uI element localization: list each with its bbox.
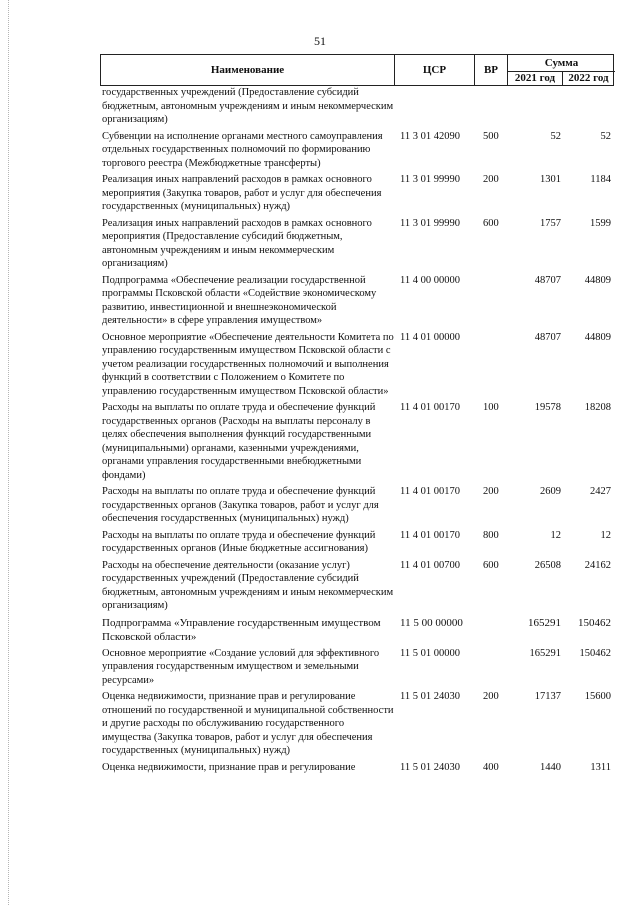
row-name: Реализация иных направлений расходов в рамках основного мероприятия (Предоставление субсидий бюджетным, автономным учреждениям и иным некоммерческим организациям) (102, 217, 372, 269)
row-sum-2022: 44809 (584, 331, 611, 343)
table-row (100, 616, 614, 644)
header-year-2022: 2022 год (568, 72, 609, 84)
row-sum-2022: 150462 (578, 616, 611, 629)
table-row (100, 173, 614, 214)
row-csr: 11 4 01 00170 (400, 486, 460, 497)
row-sum-2021: 1440 (540, 761, 561, 773)
row-name: Оценка недвижимости, признание прав и регулирование (102, 761, 356, 773)
row-sum-2022: 15600 (584, 691, 611, 702)
row-sum-2021: 52 (550, 130, 561, 142)
row-name: Оценка недвижимости, признание прав и регулирование отношений по государственной и муниципальной собственности и другие расходы по обслуживанию государственного имущества (Закупка товаров, работ и услуг для обеспечения государственных (муниципальных) нужд) (102, 691, 394, 756)
row-csr: 11 5 01 24030 (400, 761, 460, 773)
scan-edge (8, 0, 10, 905)
row-csr: 11 4 00 00000 (400, 274, 460, 286)
row-name: Подпрограмма «Управление государственным имуществом Псковской области» (102, 616, 381, 643)
header-vr: ВР (475, 55, 508, 85)
table-row (100, 647, 614, 688)
row-name: Реализация иных направлений расходов в рамках основного мероприятия (Закупка товаров, работ и услуг для обеспечения государственных (муниципальных) нужд) (102, 174, 382, 212)
header-year-2021: 2021 год (508, 71, 563, 85)
row-name: Основное мероприятие «Обеспечение деятельности Комитета по управлению государственным имуществом Псковской области с учетом реализации государственных полномочий и выполнения функций в соответствии с Положением о Комитете по управлению государственным имуществом Псковской области» (102, 331, 394, 397)
row-csr: 11 4 01 00170 (400, 402, 460, 413)
row-vr: 200 (483, 174, 499, 185)
row-name: Расходы на выплаты по оплате труда и обеспечение функций государственных органов (Расходы на выплаты персоналу в целях обеспечения выполнения функций государственными (муниципальными) органами, казенными учреждениями, органами управления государственными внебюджетными фондами) (102, 402, 376, 481)
table-row (100, 761, 614, 775)
row-sum-2021: 48707 (534, 331, 561, 343)
row-vr: 500 (483, 130, 499, 142)
table-row (100, 485, 614, 526)
row-sum-2021: 17137 (534, 691, 561, 702)
row-name: государственных учреждений (Предоставление субсидий бюджетным, автономным учреждениям и иным некоммерческим организациям) (102, 87, 394, 125)
row-name: Субвенции на исполнение органами местного самоуправления отдельных государственных полномочий по формированию торгового реестра (Межбюджетные трансферты) (102, 130, 383, 169)
row-sum-2021: 12 (550, 529, 561, 541)
row-vr: 400 (483, 761, 499, 773)
row-name: Расходы на выплаты по оплате труда и обеспечение функций государственных органов (Закупка товаров, работ и услуг для обеспечения государственных (муниципальных) нужд) (102, 486, 379, 524)
row-sum-2021: 1301 (540, 174, 561, 185)
row-csr: 11 5 00 00000 (400, 616, 463, 629)
header-sum: Сумма (508, 55, 615, 72)
table-body (100, 86, 614, 777)
table-header (100, 54, 614, 86)
row-csr: 11 4 01 00700 (400, 559, 460, 571)
table-row (100, 529, 614, 556)
row-sum-2021: 48707 (534, 274, 561, 286)
row-sum-2022: 1599 (590, 217, 611, 229)
table-row (100, 401, 614, 482)
row-name: Расходы на выплаты по оплате труда и обеспечение функций государственных органов (Иные бюджетные ассигнования) (102, 529, 376, 554)
row-sum-2021: 2609 (540, 486, 561, 497)
row-csr: 11 3 01 99990 (400, 217, 460, 229)
page-number: 51 (314, 34, 326, 48)
table-row (100, 130, 614, 171)
row-vr: 100 (483, 402, 499, 413)
row-name: Подпрограмма «Обеспечение реализации государственной программы Псковской области «Содействие экономическому развитию, инвестиционной и внешнеэкономической деятельности» в сфере управления имуществом» (102, 274, 377, 326)
row-sum-2022: 18208 (584, 402, 611, 413)
row-sum-2021: 1757 (540, 217, 561, 229)
row-vr: 600 (483, 559, 499, 571)
table-row (100, 559, 614, 613)
row-sum-2022: 1311 (590, 761, 611, 773)
row-vr: 600 (483, 217, 499, 229)
header-sum-group (508, 55, 615, 85)
table-row (100, 331, 614, 399)
row-sum-2022: 12 (600, 529, 611, 541)
row-sum-2021: 165291 (528, 616, 561, 629)
row-vr: 200 (483, 486, 499, 497)
row-vr: 200 (483, 691, 499, 702)
row-csr: 11 4 01 00170 (400, 529, 460, 541)
table-row (100, 86, 614, 127)
row-name: Основное мероприятие «Создание условий для эффективного управления государственным имуществом и земельными ресурсами» (102, 647, 380, 686)
row-sum-2021: 26508 (534, 559, 561, 571)
row-sum-2022: 44809 (584, 274, 611, 286)
row-sum-2022: 52 (600, 130, 611, 142)
row-vr: 800 (483, 529, 499, 541)
row-sum-2022: 150462 (579, 647, 611, 659)
row-sum-2021: 19578 (534, 402, 561, 413)
row-csr: 11 3 01 42090 (400, 130, 460, 142)
row-sum-2022: 1184 (590, 174, 611, 185)
table-row (100, 274, 614, 328)
row-sum-2021: 165291 (529, 647, 561, 659)
row-name: Расходы на обеспечение деятельности (оказание услуг) государственных учреждений (Предоставление субсидий бюджетным, автономным учреждениям и иным некоммерческим организациям) (102, 559, 394, 611)
row-csr: 11 4 01 00000 (400, 331, 460, 343)
header-name: Наименование (101, 55, 395, 85)
row-sum-2022: 24162 (584, 559, 611, 571)
table-row (100, 217, 614, 271)
row-csr: 11 5 01 00000 (400, 647, 460, 659)
header-csr: ЦСР (395, 55, 475, 85)
row-sum-2022: 2427 (590, 486, 611, 497)
row-csr: 11 3 01 99990 (400, 174, 460, 185)
row-csr: 11 5 01 24030 (400, 691, 460, 702)
table-row (100, 690, 614, 758)
